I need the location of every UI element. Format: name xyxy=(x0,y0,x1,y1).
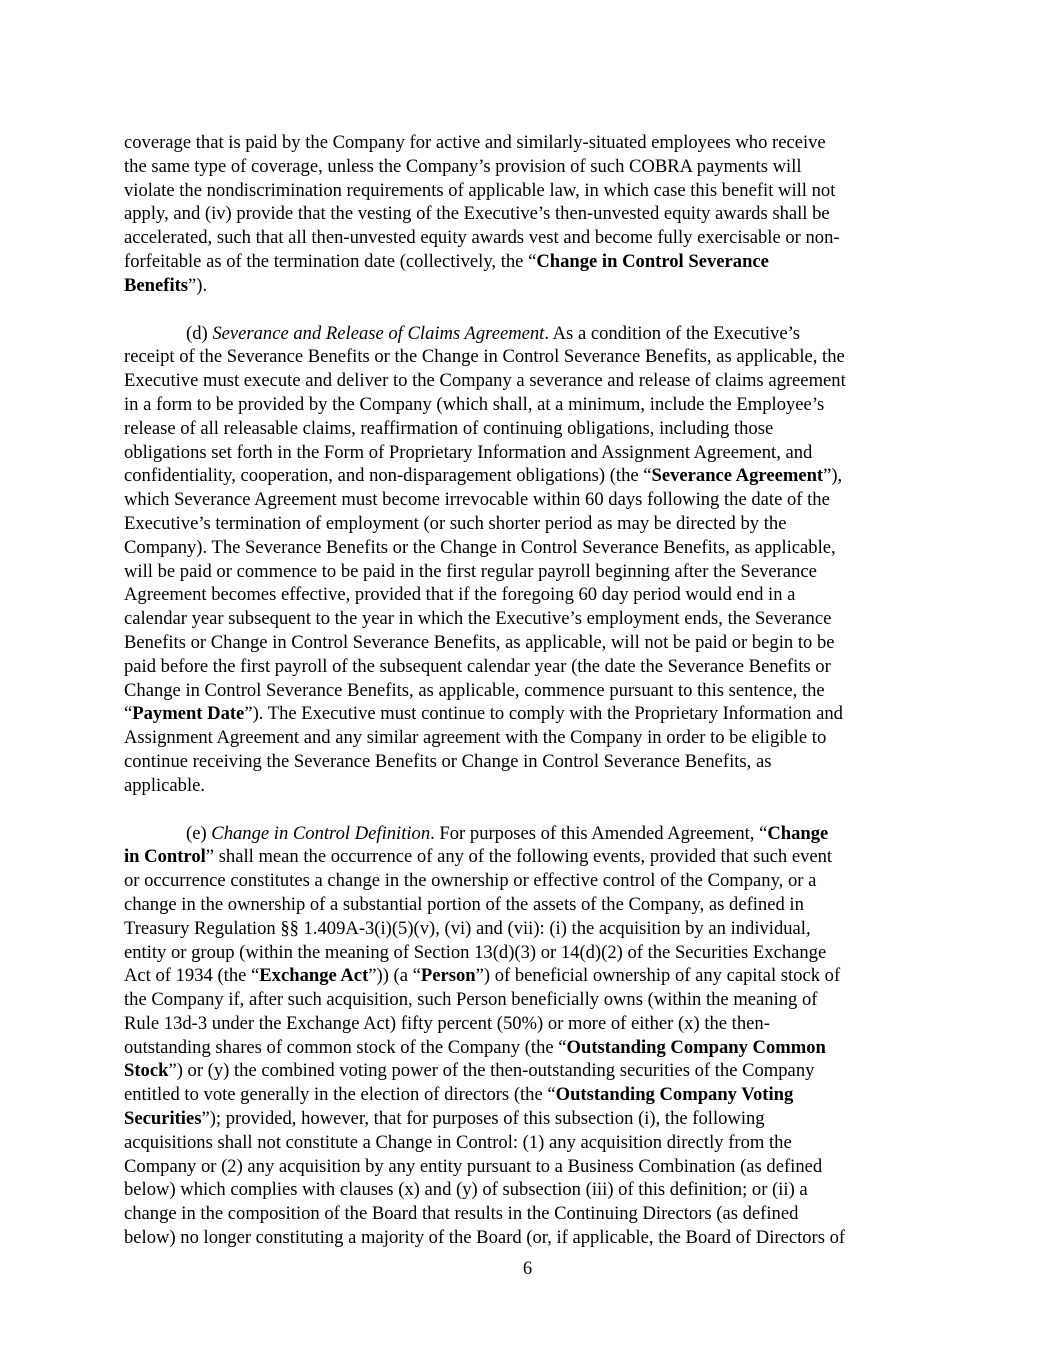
section-heading: Change in Control Definition xyxy=(211,822,431,844)
text-line xyxy=(124,893,936,917)
text-line xyxy=(124,726,936,750)
text-line xyxy=(124,655,936,679)
text-line xyxy=(124,560,936,584)
paragraph-c-continuation xyxy=(124,131,936,298)
text-line xyxy=(124,393,936,417)
text-run: Assignment Agreement and any similar agreement with the Company in order to be eligible to xyxy=(124,727,827,749)
text-line xyxy=(124,131,936,155)
text-run: (d) xyxy=(186,322,213,344)
defined-term: Severance Agreement xyxy=(651,465,824,487)
text-run: will be paid or commence to be paid in the first regular payroll beginning after the Severance xyxy=(124,560,817,582)
text-run: ”) or (y) the combined voting power of the then-outstanding securities of the Company xyxy=(168,1060,815,1082)
text-run: Company). The Severance Benefits or the Change in Control Severance Benefits, as applicable, xyxy=(124,536,836,558)
text-run: continue receiving the Severance Benefits or Change in Control Severance Benefits, as xyxy=(124,750,772,772)
text-line xyxy=(124,607,936,631)
defined-term: Payment Date xyxy=(132,703,245,725)
defined-term: Change xyxy=(767,822,829,844)
text-run: acquisitions shall not constitute a Change in Control: (1) any acquisition directly from the xyxy=(124,1131,792,1153)
text-line xyxy=(124,464,936,488)
text-line xyxy=(124,964,936,988)
text-run: Company or (2) any acquisition by any entity pursuant to a Business Combination (as defined xyxy=(124,1155,823,1177)
text-line xyxy=(124,155,936,179)
paragraph-d-severance-release xyxy=(124,322,936,798)
text-line xyxy=(124,226,936,250)
defined-term: Change in Control Severance xyxy=(536,250,769,272)
text-run: entitled to vote generally in the election of directors (the “ xyxy=(124,1084,556,1106)
text-line xyxy=(124,488,936,512)
text-line xyxy=(124,1178,936,1202)
text-line xyxy=(124,1107,936,1131)
text-run: Benefits or Change in Control Severance Benefits, as applicable, will not be paid or begin to be xyxy=(124,631,835,653)
text-line xyxy=(124,774,936,798)
text-line xyxy=(124,1202,936,1226)
text-line xyxy=(124,441,936,465)
defined-term: Person xyxy=(420,965,476,987)
text-run: violate the nondiscrimination requirements of applicable law, in which case this benefit will not xyxy=(124,179,836,201)
text-line xyxy=(124,369,936,393)
text-run: change in the composition of the Board that results in the Continuing Directors (as defined xyxy=(124,1203,799,1225)
text-run: ”). xyxy=(188,274,208,296)
text-line xyxy=(124,941,936,965)
text-line xyxy=(124,702,936,726)
text-line xyxy=(124,274,936,298)
text-run: accelerated, such that all then-unvested equity awards vest and become fully exercisable or non- xyxy=(124,227,840,249)
text-run: coverage that is paid by the Company for active and similarly-situated employees who receive xyxy=(124,132,826,153)
text-line xyxy=(124,417,936,441)
defined-term: Exchange Act xyxy=(259,965,369,987)
text-line xyxy=(124,750,936,774)
text-run: paid before the first payroll of the subsequent calendar year (the date the Severance Benefits or xyxy=(124,655,831,677)
text-run: apply, and (iv) provide that the vesting of the Executive’s then-unvested equity awards shall be xyxy=(124,203,830,225)
defined-term: Stock xyxy=(124,1060,169,1082)
text-run: ”). The Executive must continue to comply with the Proprietary Information and xyxy=(244,703,843,725)
text-line xyxy=(124,202,936,226)
text-run: in a form to be provided by the Company (which shall, at a minimum, include the Employee’s xyxy=(124,393,825,415)
text-line xyxy=(124,536,936,560)
text-run: outstanding shares of common stock of the Company (the “ xyxy=(124,1036,567,1058)
text-line xyxy=(124,1131,936,1155)
document-page xyxy=(124,131,936,1250)
text-line xyxy=(124,1155,936,1179)
text-run: Change in Control Severance Benefits, as applicable, commence pursuant to this sentence, the xyxy=(124,679,825,701)
text-run: below) no longer constituting a majority of the Board (or, if applicable, the Board of Directors of xyxy=(124,1227,846,1249)
text-run: Rule 13d-3 under the Exchange Act) fifty percent (50%) or more of either (x) the then- xyxy=(124,1012,770,1034)
text-run: calendar year subsequent to the year in which the Executive’s employment ends, the Severance xyxy=(124,608,832,630)
text-line xyxy=(124,679,936,703)
text-line xyxy=(124,988,936,1012)
text-line xyxy=(124,1083,936,1107)
text-run: . As a condition of the Executive’s xyxy=(544,322,800,344)
text-run: ” shall mean the occurrence of any of the following events, provided that such event xyxy=(205,846,833,868)
text-line xyxy=(124,250,936,274)
text-line xyxy=(124,869,936,893)
text-line xyxy=(124,345,936,369)
section-heading: Severance and Release of Claims Agreement xyxy=(212,322,545,344)
text-run: confidentiality, cooperation, and non-disparagement obligations) (the “ xyxy=(124,465,652,487)
text-run: Treasury Regulation §§ 1.409A-3(i)(5)(v), (vi) and (vii): (i) the acquisition by an individual, xyxy=(124,917,811,939)
text-run: which Severance Agreement must become irrevocable within 60 days following the date of the xyxy=(124,489,830,511)
defined-term: Outstanding Company Common xyxy=(566,1036,826,1058)
defined-term: Benefits xyxy=(124,274,189,296)
text-run: below) which complies with clauses (x) and (y) of subsection (iii) of this definition; or (ii) a xyxy=(124,1179,808,1201)
text-line xyxy=(124,583,936,607)
defined-term: Outstanding Company Voting xyxy=(555,1084,794,1106)
text-run: ”), xyxy=(823,465,843,487)
text-run: receipt of the Severance Benefits or the Change in Control Severance Benefits, as applicable, the xyxy=(124,346,845,368)
text-run: Executive’s termination of employment (or such shorter period as may be directed by the xyxy=(124,512,787,534)
text-line xyxy=(124,845,936,869)
text-run: ”) of beneficial ownership of any capital stock of xyxy=(475,965,841,987)
text-line xyxy=(124,1036,936,1060)
text-line xyxy=(124,917,936,941)
text-run: or occurrence constitutes a change in the ownership or effective control of the Company, or a xyxy=(124,870,817,892)
page-number: 6 xyxy=(522,1258,533,1279)
text-run: . For purposes of this Amended Agreement, “ xyxy=(430,822,768,844)
text-run: applicable. xyxy=(124,774,206,796)
text-line xyxy=(124,1059,936,1083)
text-run: the same type of coverage, unless the Company’s provision of such COBRA payments will xyxy=(124,155,802,177)
text-line xyxy=(124,512,936,536)
text-line xyxy=(124,822,936,846)
paragraph-e-change-in-control xyxy=(124,822,936,1250)
text-line xyxy=(124,179,936,203)
text-run: the Company if, after such acquisition, such Person beneficially owns (within the meaning of xyxy=(124,989,818,1011)
text-line xyxy=(124,1012,936,1036)
text-run: forfeitable as of the termination date (collectively, the “ xyxy=(124,250,537,272)
text-line xyxy=(124,1226,936,1250)
text-run: change in the ownership of a substantial portion of the assets of the Company, as defined in xyxy=(124,893,804,915)
text-run: release of all releasable claims, reaffirmation of continuing obligations, including those xyxy=(124,417,774,439)
text-run: Act of 1934 (the “ xyxy=(124,965,260,987)
text-run: Agreement becomes effective, provided that if the foregoing 60 day period would end in a xyxy=(124,584,796,606)
text-run: (e) xyxy=(186,822,212,844)
defined-term: in Control xyxy=(124,846,206,868)
text-run: “ xyxy=(124,703,133,725)
text-run: ”)) (a “ xyxy=(368,965,421,987)
text-run: obligations set forth in the Form of Proprietary Information and Assignment Agreement, and xyxy=(124,441,813,463)
text-run: ”); provided, however, that for purposes of this subsection (i), the following xyxy=(201,1108,765,1130)
text-line xyxy=(124,322,936,346)
text-run: Executive must execute and deliver to the Company a severance and release of claims agreement xyxy=(124,370,846,392)
defined-term: Securities xyxy=(124,1108,202,1130)
text-run: entity or group (within the meaning of Section 13(d)(3) or 14(d)(2) of the Securities Exchange xyxy=(124,941,827,963)
text-line xyxy=(124,631,936,655)
